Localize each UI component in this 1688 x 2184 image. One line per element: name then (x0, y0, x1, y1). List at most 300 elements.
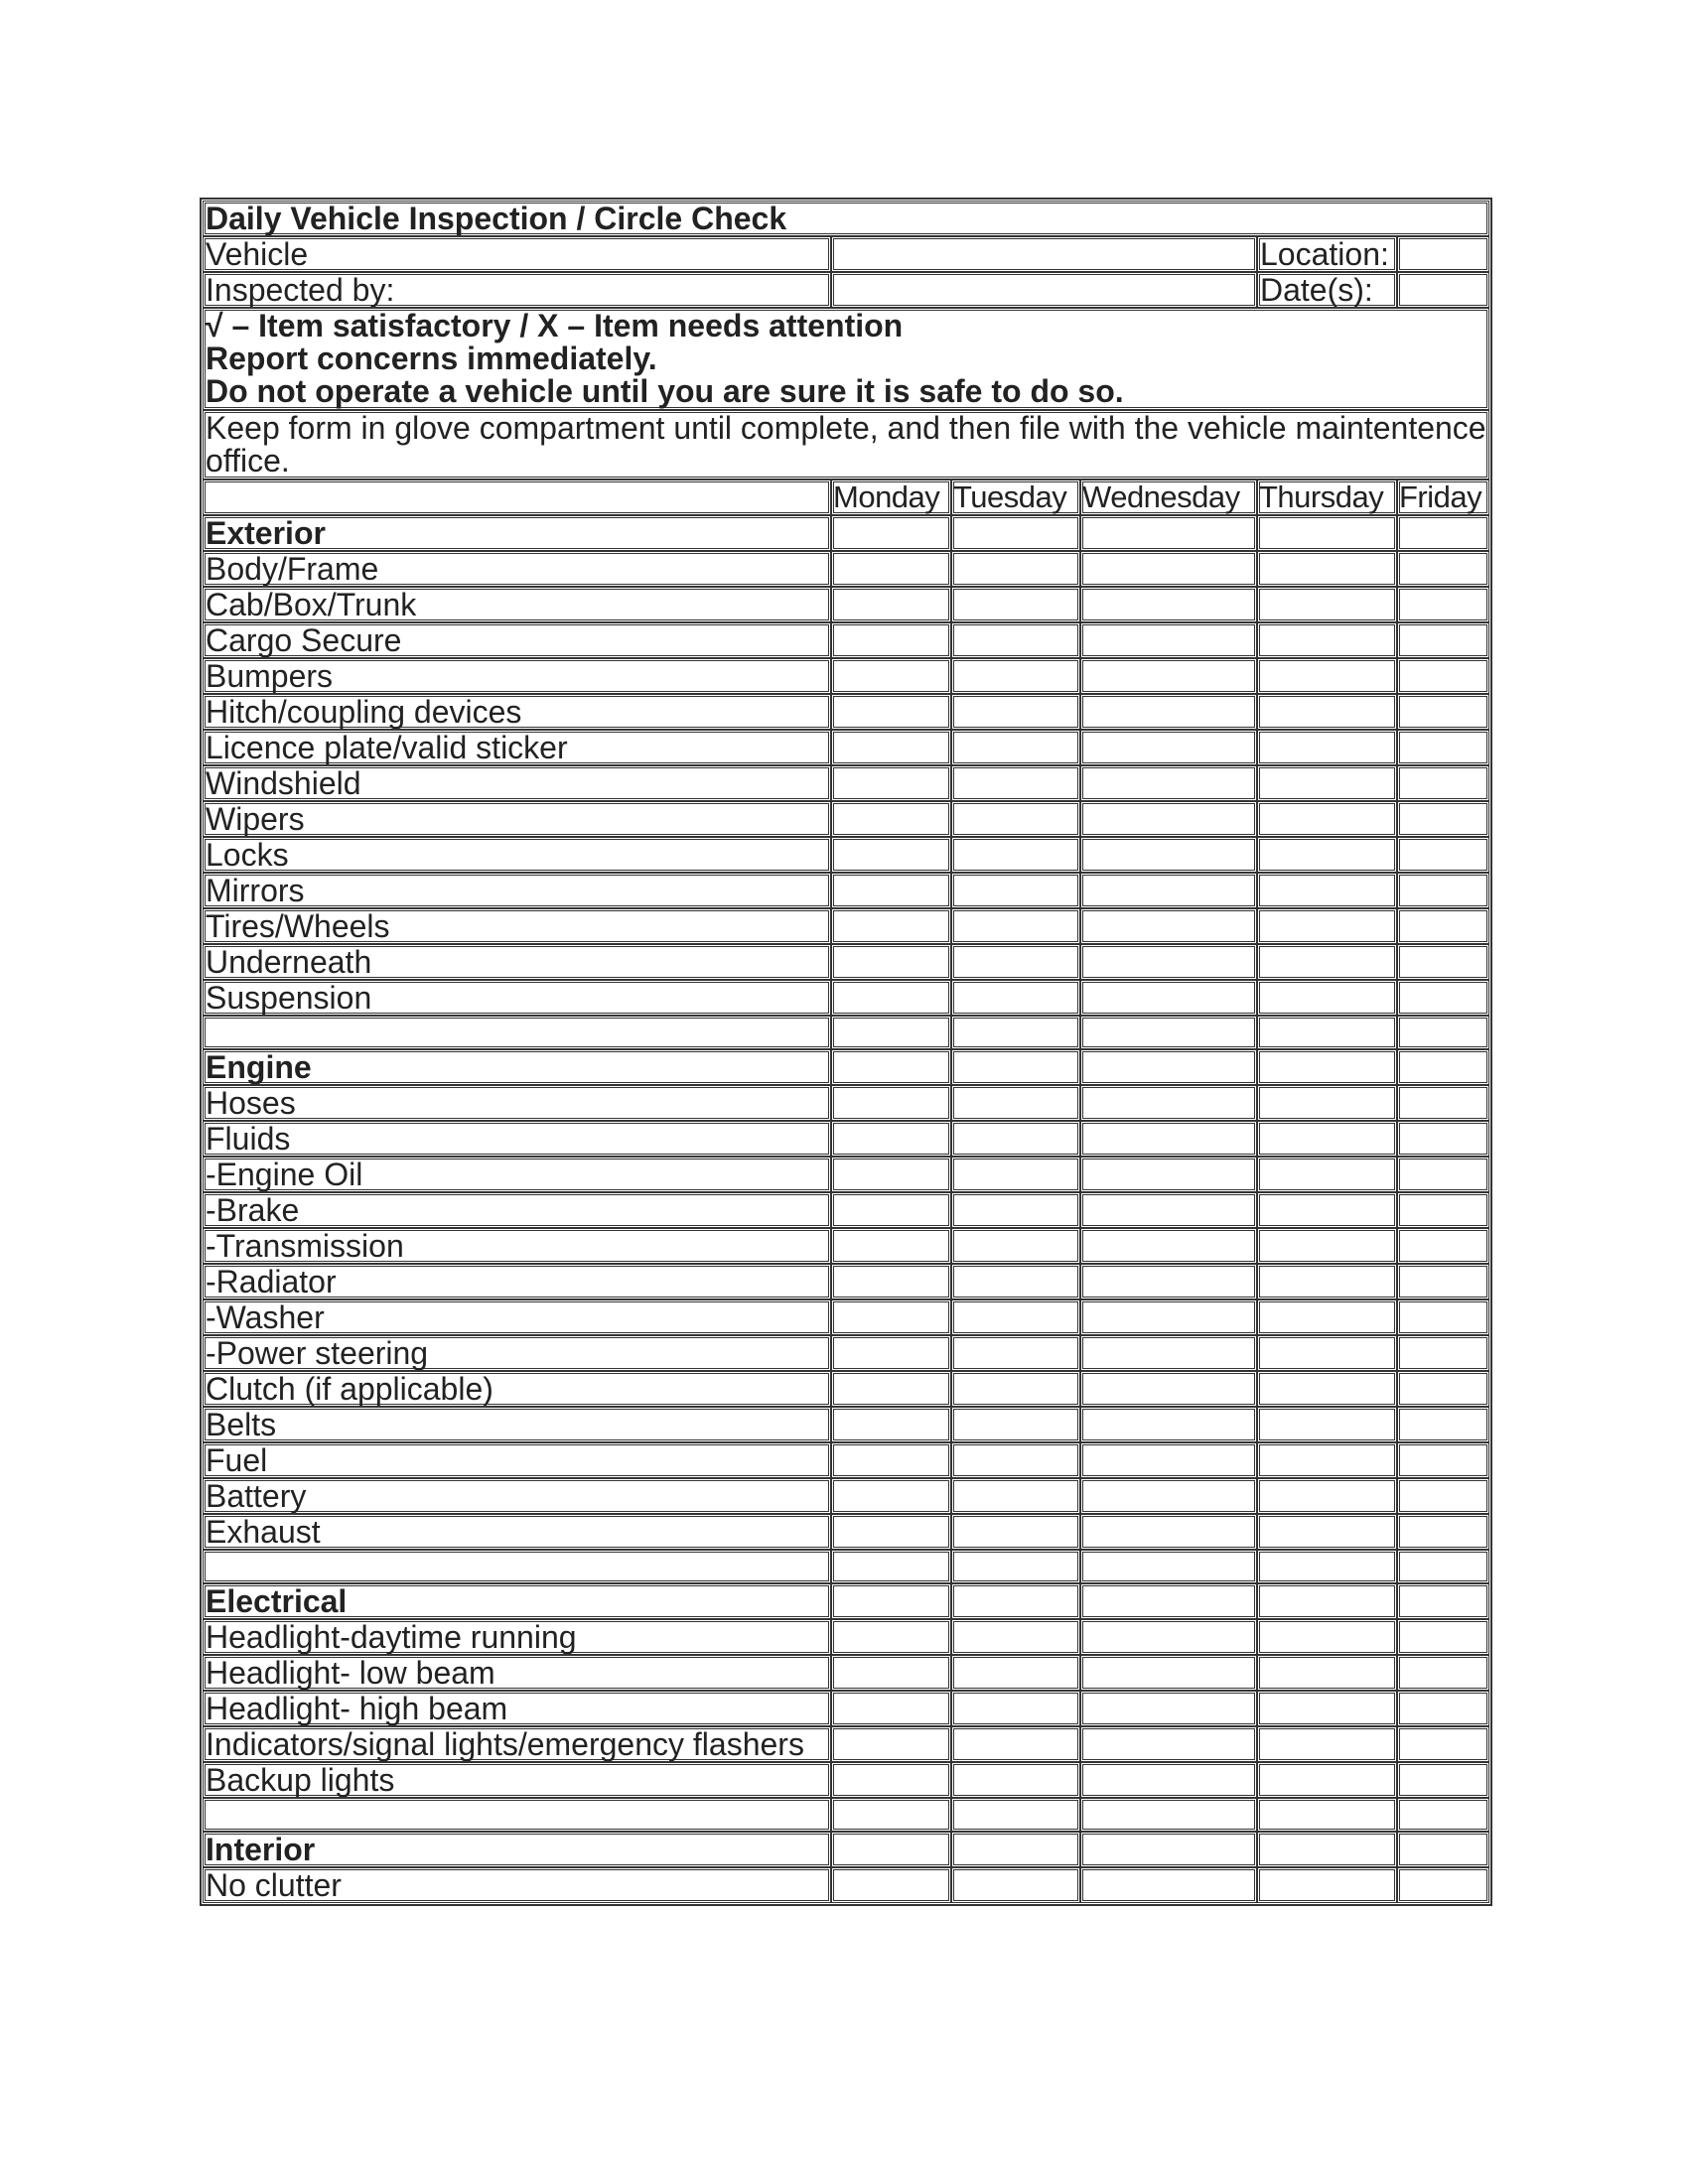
check-cell-tuesday[interactable] (951, 1726, 1080, 1762)
check-cell-tuesday[interactable] (951, 944, 1080, 980)
check-cell-friday[interactable] (1397, 730, 1489, 765)
check-cell-wednesday[interactable] (1080, 873, 1257, 908)
check-cell-wednesday[interactable] (1080, 908, 1257, 944)
check-cell-monday[interactable] (831, 1514, 951, 1550)
check-cell-tuesday[interactable] (951, 551, 1080, 587)
check-cell-thursday[interactable] (1257, 908, 1397, 944)
check-cell-tuesday[interactable] (951, 837, 1080, 873)
checklist-row (203, 1192, 1489, 1228)
check-cell-friday[interactable] (1397, 1583, 1489, 1619)
checklist-item-label: Mirrors (203, 873, 831, 908)
note-row (203, 410, 1489, 479)
check-cell-monday[interactable] (831, 944, 951, 980)
check-cell-monday[interactable] (831, 1726, 951, 1762)
checklist-row (203, 980, 1489, 1016)
check-cell-thursday[interactable] (1257, 1121, 1397, 1157)
checklist-item-label: Fluids (203, 1121, 831, 1157)
check-cell-monday[interactable] (831, 1085, 951, 1121)
keep-form-note: Keep form in glove compartment until complete, and then file with the vehicle maintentence office. (203, 410, 1489, 479)
check-cell-wednesday[interactable] (1080, 1655, 1257, 1691)
check-cell-wednesday[interactable] (1080, 1407, 1257, 1442)
checklist-item-label: Licence plate/valid sticker (203, 730, 831, 765)
check-cell-tuesday[interactable] (951, 1691, 1080, 1726)
section-heading: Electrical (203, 1583, 831, 1619)
check-cell-wednesday[interactable] (1080, 1478, 1257, 1514)
check-cell-monday[interactable] (831, 837, 951, 873)
checklist-row (203, 801, 1489, 837)
checklist-item-label: -Transmission (203, 1228, 831, 1264)
check-cell-wednesday[interactable] (1080, 980, 1257, 1016)
check-cell-thursday[interactable] (1257, 1264, 1397, 1299)
check-cell-monday[interactable] (831, 1157, 951, 1192)
check-cell-friday[interactable] (1397, 1867, 1489, 1903)
check-cell-thursday[interactable] (1257, 1798, 1397, 1832)
check-cell-tuesday[interactable] (951, 1335, 1080, 1371)
check-cell-friday[interactable] (1397, 694, 1489, 730)
check-cell-wednesday[interactable] (1080, 1016, 1257, 1049)
checklist-item-label: -Brake (203, 1192, 831, 1228)
checklist-row (203, 1478, 1489, 1514)
check-cell-tuesday[interactable] (951, 1407, 1080, 1442)
check-cell-tuesday[interactable] (951, 1832, 1080, 1867)
check-cell-tuesday[interactable] (951, 1157, 1080, 1192)
checklist-row (203, 765, 1489, 801)
checklist-row (203, 1407, 1489, 1442)
check-cell-thursday[interactable] (1257, 1371, 1397, 1407)
checklist-row (203, 944, 1489, 980)
check-cell-thursday[interactable] (1257, 1478, 1397, 1514)
check-cell-wednesday[interactable] (1080, 1299, 1257, 1335)
checklist-item-label: Hoses (203, 1085, 831, 1121)
check-cell-friday[interactable] (1397, 1407, 1489, 1442)
check-cell-thursday[interactable] (1257, 1583, 1397, 1619)
check-cell-wednesday[interactable] (1080, 1867, 1257, 1903)
checklist-row (203, 1867, 1489, 1903)
check-cell-friday[interactable] (1397, 551, 1489, 587)
legend-line-3: Do not operate a vehicle until you are sure it is safe to do so. (206, 373, 1124, 409)
check-cell-tuesday[interactable] (951, 1762, 1080, 1798)
check-cell-friday[interactable] (1397, 1832, 1489, 1867)
check-cell-monday[interactable] (831, 1550, 951, 1583)
check-cell-friday[interactable] (1397, 1478, 1489, 1514)
inspection-form (200, 198, 1492, 1906)
check-cell-friday[interactable] (1397, 658, 1489, 694)
vehicle-row (203, 236, 1489, 272)
check-cell-thursday[interactable] (1257, 515, 1397, 551)
checklist-item-label: Headlight- high beam (203, 1691, 831, 1726)
check-cell-monday[interactable] (831, 1228, 951, 1264)
checklist-row (203, 1514, 1489, 1550)
check-cell-wednesday[interactable] (1080, 1550, 1257, 1583)
check-cell-tuesday[interactable] (951, 908, 1080, 944)
check-cell-friday[interactable] (1397, 622, 1489, 658)
check-cell-thursday[interactable] (1257, 765, 1397, 801)
checklist-row (203, 1371, 1489, 1407)
check-cell-tuesday[interactable] (951, 1264, 1080, 1299)
dates-field[interactable] (1397, 272, 1489, 308)
checklist-item-label: -Power steering (203, 1335, 831, 1371)
check-cell-monday[interactable] (831, 1442, 951, 1478)
check-cell-wednesday[interactable] (1080, 1691, 1257, 1726)
checklist-row (203, 1335, 1489, 1371)
checklist-row (203, 1619, 1489, 1655)
checklist-item-label (203, 1550, 831, 1583)
check-cell-friday[interactable] (1397, 1299, 1489, 1335)
check-cell-friday[interactable] (1397, 1798, 1489, 1832)
check-cell-friday[interactable] (1397, 980, 1489, 1016)
check-cell-friday[interactable] (1397, 1442, 1489, 1478)
checklist-row (203, 908, 1489, 944)
check-cell-tuesday[interactable] (951, 1514, 1080, 1550)
check-cell-wednesday[interactable] (1080, 944, 1257, 980)
check-cell-thursday[interactable] (1257, 730, 1397, 765)
inspected-by-row (203, 272, 1489, 308)
checklist-row (203, 1121, 1489, 1157)
check-cell-wednesday[interactable] (1080, 1192, 1257, 1228)
check-cell-monday[interactable] (831, 1867, 951, 1903)
check-cell-thursday[interactable] (1257, 658, 1397, 694)
check-cell-wednesday[interactable] (1080, 837, 1257, 873)
check-cell-wednesday[interactable] (1080, 587, 1257, 622)
check-cell-wednesday[interactable] (1080, 1121, 1257, 1157)
check-cell-wednesday[interactable] (1080, 1583, 1257, 1619)
check-cell-thursday[interactable] (1257, 1762, 1397, 1798)
check-cell-monday[interactable] (831, 1619, 951, 1655)
check-cell-tuesday[interactable] (951, 622, 1080, 658)
checklist-item-label: Body/Frame (203, 551, 831, 587)
legend-line-1: √ – Item satisfactory / X – Item needs attention (206, 308, 904, 343)
checklist-item-label: Underneath (203, 944, 831, 980)
check-cell-tuesday[interactable] (951, 873, 1080, 908)
check-cell-monday[interactable] (831, 1335, 951, 1371)
check-cell-friday[interactable] (1397, 873, 1489, 908)
checklist-item-label: Exhaust (203, 1514, 831, 1550)
check-cell-wednesday[interactable] (1080, 622, 1257, 658)
checklist-row (203, 551, 1489, 587)
title-row (203, 201, 1489, 236)
check-cell-friday[interactable] (1397, 801, 1489, 837)
check-cell-monday[interactable] (831, 587, 951, 622)
check-cell-thursday[interactable] (1257, 801, 1397, 837)
checklist-item-label: Cargo Secure (203, 622, 831, 658)
check-cell-wednesday[interactable] (1080, 1514, 1257, 1550)
checklist-row (203, 730, 1489, 765)
checklist-item-label: -Engine Oil (203, 1157, 831, 1192)
check-cell-friday[interactable] (1397, 1085, 1489, 1121)
check-cell-thursday[interactable] (1257, 1514, 1397, 1550)
check-cell-thursday[interactable] (1257, 1157, 1397, 1192)
checklist-item-label: Headlight- low beam (203, 1655, 831, 1691)
checklist-row (203, 1299, 1489, 1335)
checklist-row (203, 622, 1489, 658)
check-cell-tuesday[interactable] (951, 730, 1080, 765)
check-cell-wednesday[interactable] (1080, 1371, 1257, 1407)
check-cell-tuesday[interactable] (951, 515, 1080, 551)
legend-line-2: Report concerns immediately. (206, 341, 657, 376)
check-cell-monday[interactable] (831, 1798, 951, 1832)
form-title: Daily Vehicle Inspection / Circle Check (203, 201, 1489, 236)
checklist-row (203, 1762, 1489, 1798)
check-cell-tuesday[interactable] (951, 1299, 1080, 1335)
check-cell-thursday[interactable] (1257, 1619, 1397, 1655)
check-cell-thursday[interactable] (1257, 694, 1397, 730)
section-heading-row (203, 515, 1489, 551)
check-cell-monday[interactable] (831, 1583, 951, 1619)
checklist-item-label: Suspension (203, 980, 831, 1016)
spacer-row (203, 1798, 1489, 1832)
check-cell-tuesday[interactable] (951, 1867, 1080, 1903)
check-cell-friday[interactable] (1397, 944, 1489, 980)
legend-block (203, 308, 1489, 410)
checklist-row (203, 1264, 1489, 1299)
check-cell-wednesday[interactable] (1080, 1228, 1257, 1264)
checklist-item-label: Locks (203, 837, 831, 873)
check-cell-monday[interactable] (831, 1016, 951, 1049)
check-cell-tuesday[interactable] (951, 1016, 1080, 1049)
section-heading: Engine (203, 1049, 831, 1085)
checklist-row (203, 1691, 1489, 1726)
day-header-tuesday: Tuesday (951, 479, 1080, 515)
checklist-row (203, 837, 1489, 873)
check-cell-wednesday[interactable] (1080, 1762, 1257, 1798)
check-cell-friday[interactable] (1397, 908, 1489, 944)
day-header-wednesday: Wednesday (1080, 479, 1257, 515)
check-cell-tuesday[interactable] (951, 1583, 1080, 1619)
check-cell-monday[interactable] (831, 801, 951, 837)
check-cell-friday[interactable] (1397, 1049, 1489, 1085)
day-header-monday: Monday (831, 479, 951, 515)
checklist-item-label: Tires/Wheels (203, 908, 831, 944)
dates-label: Date(s): (1257, 272, 1397, 308)
location-label: Location: (1257, 236, 1397, 272)
check-cell-monday[interactable] (831, 730, 951, 765)
check-cell-friday[interactable] (1397, 837, 1489, 873)
checklist-row (203, 1157, 1489, 1192)
checklist-row (203, 1655, 1489, 1691)
check-cell-tuesday[interactable] (951, 658, 1080, 694)
checklist-row (203, 587, 1489, 622)
check-cell-monday[interactable] (831, 1049, 951, 1085)
check-cell-friday[interactable] (1397, 1691, 1489, 1726)
check-cell-friday[interactable] (1397, 1192, 1489, 1228)
check-cell-friday[interactable] (1397, 587, 1489, 622)
checklist-item-label (203, 1016, 831, 1049)
day-header-friday: Friday (1397, 479, 1489, 515)
check-cell-thursday[interactable] (1257, 1832, 1397, 1867)
check-cell-monday[interactable] (831, 873, 951, 908)
check-cell-thursday[interactable] (1257, 587, 1397, 622)
checklist-item-label: Battery (203, 1478, 831, 1514)
check-cell-wednesday[interactable] (1080, 801, 1257, 837)
check-cell-thursday[interactable] (1257, 1867, 1397, 1903)
check-cell-thursday[interactable] (1257, 551, 1397, 587)
check-cell-friday[interactable] (1397, 1371, 1489, 1407)
checklist-item-label: Indicators/signal lights/emergency flashers (203, 1726, 831, 1762)
checklist-item-label: Headlight-daytime running (203, 1619, 831, 1655)
check-cell-monday[interactable] (831, 1121, 951, 1157)
day-header-thursday: Thursday (1257, 479, 1397, 515)
check-cell-monday[interactable] (831, 765, 951, 801)
check-cell-thursday[interactable] (1257, 1442, 1397, 1478)
check-cell-wednesday[interactable] (1080, 765, 1257, 801)
vehicle-label: Vehicle (203, 236, 831, 272)
checklist-item-label: Clutch (if applicable) (203, 1371, 831, 1407)
check-cell-wednesday[interactable] (1080, 1049, 1257, 1085)
check-cell-monday[interactable] (831, 1832, 951, 1867)
section-heading-row (203, 1583, 1489, 1619)
check-cell-tuesday[interactable] (951, 694, 1080, 730)
spacer-row (203, 1016, 1489, 1049)
check-cell-monday[interactable] (831, 908, 951, 944)
checklist-item-label: Fuel (203, 1442, 831, 1478)
check-cell-tuesday[interactable] (951, 1371, 1080, 1407)
check-cell-wednesday[interactable] (1080, 1085, 1257, 1121)
check-cell-monday[interactable] (831, 1264, 951, 1299)
check-cell-wednesday[interactable] (1080, 658, 1257, 694)
check-cell-wednesday[interactable] (1080, 515, 1257, 551)
check-cell-tuesday[interactable] (951, 1619, 1080, 1655)
check-cell-thursday[interactable] (1257, 944, 1397, 980)
vehicle-field[interactable] (831, 236, 1257, 272)
check-cell-wednesday[interactable] (1080, 730, 1257, 765)
checklist-row (203, 1442, 1489, 1478)
check-cell-monday[interactable] (831, 1762, 951, 1798)
check-cell-thursday[interactable] (1257, 622, 1397, 658)
inspected-by-field[interactable] (831, 272, 1257, 308)
checklist-item-label: Bumpers (203, 658, 831, 694)
check-cell-monday[interactable] (831, 694, 951, 730)
check-cell-tuesday[interactable] (951, 1550, 1080, 1583)
check-cell-thursday[interactable] (1257, 1299, 1397, 1335)
check-cell-friday[interactable] (1397, 1762, 1489, 1798)
check-cell-thursday[interactable] (1257, 1085, 1397, 1121)
check-cell-monday[interactable] (831, 1478, 951, 1514)
check-cell-wednesday[interactable] (1080, 551, 1257, 587)
checklist-row (203, 1228, 1489, 1264)
check-cell-wednesday[interactable] (1080, 694, 1257, 730)
checklist-item-label: No clutter (203, 1867, 831, 1903)
check-cell-thursday[interactable] (1257, 1335, 1397, 1371)
check-cell-thursday[interactable] (1257, 1016, 1397, 1049)
check-cell-monday[interactable] (831, 658, 951, 694)
check-cell-thursday[interactable] (1257, 1655, 1397, 1691)
legend-row (203, 308, 1489, 410)
check-cell-tuesday[interactable] (951, 1478, 1080, 1514)
section-heading-row (203, 1832, 1489, 1867)
check-cell-wednesday[interactable] (1080, 1335, 1257, 1371)
check-cell-wednesday[interactable] (1080, 1442, 1257, 1478)
checklist-item-label: Hitch/coupling devices (203, 694, 831, 730)
section-heading: Exterior (203, 515, 831, 551)
check-cell-tuesday[interactable] (951, 587, 1080, 622)
check-cell-thursday[interactable] (1257, 1691, 1397, 1726)
check-cell-tuesday[interactable] (951, 1798, 1080, 1832)
checklist-item-label: -Radiator (203, 1264, 831, 1299)
check-cell-tuesday[interactable] (951, 1085, 1080, 1121)
check-cell-friday[interactable] (1397, 765, 1489, 801)
check-cell-friday[interactable] (1397, 1016, 1489, 1049)
checklist-item-label (203, 1798, 831, 1832)
check-cell-friday[interactable] (1397, 1157, 1489, 1192)
check-cell-thursday[interactable] (1257, 1192, 1397, 1228)
check-cell-tuesday[interactable] (951, 1442, 1080, 1478)
day-header-blank (203, 479, 831, 515)
check-cell-thursday[interactable] (1257, 1049, 1397, 1085)
checklist-item-label: -Washer (203, 1299, 831, 1335)
check-cell-friday[interactable] (1397, 1550, 1489, 1583)
check-cell-tuesday[interactable] (951, 1121, 1080, 1157)
check-cell-thursday[interactable] (1257, 1726, 1397, 1762)
check-cell-thursday[interactable] (1257, 1550, 1397, 1583)
check-cell-thursday[interactable] (1257, 1407, 1397, 1442)
checklist-item-label: Belts (203, 1407, 831, 1442)
checklist-item-label: Cab/Box/Trunk (203, 587, 831, 622)
check-cell-monday[interactable] (831, 1299, 951, 1335)
check-cell-monday[interactable] (831, 515, 951, 551)
spacer-row (203, 1550, 1489, 1583)
section-heading: Interior (203, 1832, 831, 1867)
checklist-item-label: Wipers (203, 801, 831, 837)
check-cell-thursday[interactable] (1257, 1228, 1397, 1264)
check-cell-monday[interactable] (831, 1691, 951, 1726)
check-cell-monday[interactable] (831, 980, 951, 1016)
check-cell-friday[interactable] (1397, 1726, 1489, 1762)
check-cell-monday[interactable] (831, 551, 951, 587)
inspection-table (203, 201, 1489, 1903)
check-cell-thursday[interactable] (1257, 980, 1397, 1016)
checklist-item-label: Backup lights (203, 1762, 831, 1798)
check-cell-thursday[interactable] (1257, 837, 1397, 873)
check-cell-friday[interactable] (1397, 1264, 1489, 1299)
check-cell-wednesday[interactable] (1080, 1157, 1257, 1192)
check-cell-tuesday[interactable] (951, 801, 1080, 837)
checklist-row (203, 1726, 1489, 1762)
day-header-row (203, 479, 1489, 515)
check-cell-monday[interactable] (831, 622, 951, 658)
inspected-by-label: Inspected by: (203, 272, 831, 308)
check-cell-tuesday[interactable] (951, 765, 1080, 801)
check-cell-wednesday[interactable] (1080, 1726, 1257, 1762)
check-cell-friday[interactable] (1397, 1228, 1489, 1264)
checklist-row (203, 1085, 1489, 1121)
checklist-row (203, 658, 1489, 694)
check-cell-tuesday[interactable] (951, 1228, 1080, 1264)
check-cell-monday[interactable] (831, 1655, 951, 1691)
check-cell-friday[interactable] (1397, 1514, 1489, 1550)
location-field[interactable] (1397, 236, 1489, 272)
check-cell-wednesday[interactable] (1080, 1264, 1257, 1299)
check-cell-tuesday[interactable] (951, 1049, 1080, 1085)
check-cell-wednesday[interactable] (1080, 1798, 1257, 1832)
check-cell-monday[interactable] (831, 1371, 951, 1407)
check-cell-monday[interactable] (831, 1407, 951, 1442)
check-cell-tuesday[interactable] (951, 1655, 1080, 1691)
check-cell-tuesday[interactable] (951, 1192, 1080, 1228)
check-cell-wednesday[interactable] (1080, 1832, 1257, 1867)
check-cell-monday[interactable] (831, 1192, 951, 1228)
checklist-row (203, 694, 1489, 730)
check-cell-friday[interactable] (1397, 1121, 1489, 1157)
check-cell-wednesday[interactable] (1080, 1619, 1257, 1655)
check-cell-friday[interactable] (1397, 1619, 1489, 1655)
check-cell-tuesday[interactable] (951, 980, 1080, 1016)
checklist-row (203, 873, 1489, 908)
check-cell-thursday[interactable] (1257, 873, 1397, 908)
check-cell-friday[interactable] (1397, 1655, 1489, 1691)
section-heading-row (203, 1049, 1489, 1085)
check-cell-friday[interactable] (1397, 515, 1489, 551)
check-cell-friday[interactable] (1397, 1335, 1489, 1371)
